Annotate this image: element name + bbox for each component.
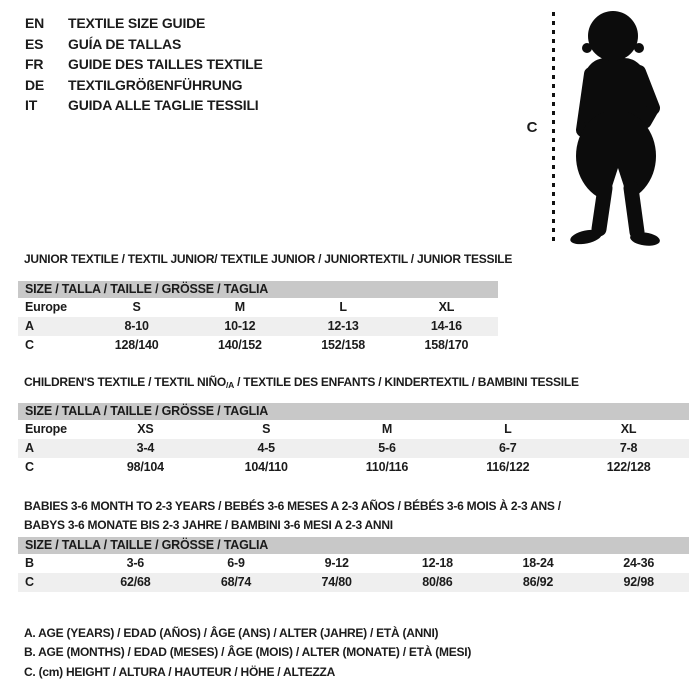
table-row-age (18, 317, 498, 336)
size-cell: 62/68 (120, 575, 151, 589)
babies-title-line1: BABIES 3-6 MONTH TO 2-3 YEARS / BEBÉS 3-6 MESES A 2-3 AÑOS / BÉBÉS 3-6 MOIS À 2-3 ANS / (24, 499, 561, 513)
row-label: C (25, 460, 34, 474)
size-cell: 7-8 (619, 441, 638, 455)
babies-title-line2: BABYS 3-6 MONATE BIS 2-3 JAHRE / BAMBINI 3-6 MESI A 2-3 ANNI (24, 518, 393, 532)
babies-section-title (24, 497, 561, 535)
size-cell: 110/116 (365, 460, 409, 474)
size-cell: 4-5 (257, 441, 275, 455)
note-a: A. AGE (YEARS) / EDAD (AÑOS) / ÂGE (ANS) / ALTER (JAHRE) / ETÀ (ANNI) (24, 626, 439, 640)
row-label: A (25, 441, 34, 455)
size-cell: 3-6 (126, 556, 145, 570)
language-code: FR (25, 56, 44, 72)
junior-size-table (18, 281, 498, 355)
table-row-height (18, 336, 498, 355)
row-label: A (25, 319, 34, 333)
table-row-height (18, 458, 689, 477)
size-cell: 12-13 (327, 319, 359, 333)
size-cell: L (504, 422, 512, 436)
size-cell: 14-16 (430, 319, 462, 333)
size-cell: 86/92 (522, 575, 554, 589)
language-code: DE (25, 76, 45, 93)
row-label: C (25, 575, 34, 589)
size-cell: 68/74 (220, 575, 252, 589)
size-table-header: SIZE / TALLA / TAILLE / GRÖSSE / TAGLIA (18, 403, 689, 420)
row-label: C (25, 338, 34, 352)
size-cell: 122/128 (606, 460, 651, 474)
size-cell: XL (438, 300, 455, 314)
row-label: B (25, 556, 34, 570)
toddler-silhouette-svg (560, 8, 664, 246)
size-cell: 116/122 (486, 460, 530, 474)
size-cell: M (234, 300, 245, 314)
children-section-title (24, 375, 579, 393)
size-cell: 104/110 (244, 460, 288, 474)
size-cell: 6-9 (227, 556, 245, 570)
language-label: GUIDA ALLE TAGLIE TESSILI (68, 97, 259, 113)
size-cell: L (339, 300, 347, 314)
language-code: ES (25, 35, 44, 52)
table-row-age (18, 439, 689, 458)
size-cell: S (262, 422, 271, 436)
row-label: Europe (25, 422, 67, 436)
table-row-height (18, 573, 689, 592)
language-row-de (25, 75, 263, 96)
language-label: TEXTILE SIZE GUIDE (68, 15, 206, 31)
measure-label-c: C (526, 119, 538, 136)
note-c: C. (cm) HEIGHT / ALTURA / HAUTEUR / HÖHE / ALTEZZA (24, 664, 336, 679)
language-row-fr (25, 54, 263, 75)
children-title-post: / TEXTILE DES ENFANTS / KINDERTEXTIL / BAMBINI TESSILE (233, 375, 579, 389)
size-cell: XS (137, 422, 154, 436)
language-row-en (25, 13, 263, 34)
size-cell: 152/158 (321, 338, 366, 352)
language-row-es (25, 34, 263, 55)
size-cell: 6-7 (499, 441, 517, 455)
size-cell: 128/140 (114, 338, 159, 352)
size-cell: M (381, 422, 393, 436)
table-row-months (18, 554, 689, 573)
table-row-europe (18, 298, 498, 317)
size-cell: 74/80 (321, 575, 352, 589)
size-cell: XL (620, 422, 637, 436)
height-measure-line (552, 12, 555, 243)
size-cell: 98/104 (126, 460, 164, 474)
size-cell: 3-4 (136, 441, 155, 455)
size-cell: 5-6 (378, 441, 396, 455)
size-cell: 10-12 (224, 319, 256, 333)
size-cell: S (132, 300, 141, 314)
size-cell: 24-36 (623, 556, 655, 570)
size-cell: 158/170 (424, 338, 469, 352)
size-cell: 9-12 (324, 556, 349, 570)
language-title-list (25, 13, 263, 116)
size-cell: 18-24 (522, 556, 554, 570)
size-table-header: SIZE / TALLA / TAILLE / GRÖSSE / TAGLIA (18, 281, 498, 298)
babies-size-table (18, 537, 689, 592)
row-label: Europe (25, 300, 67, 314)
language-row-it (25, 95, 263, 116)
children-title-sub: /A (225, 380, 234, 390)
children-size-table (18, 403, 689, 477)
table-row-europe (18, 420, 689, 439)
junior-section-title: JUNIOR TEXTILE / TEXTIL JUNIOR/ TEXTILE JUNIOR / JUNIORTEXTIL / JUNIOR TESSILE (24, 252, 513, 266)
size-cell: 140/152 (217, 338, 262, 352)
size-cell: 80/86 (422, 575, 453, 589)
size-table-header: SIZE / TALLA / TAILLE / GRÖSSE / TAGLIA (18, 537, 689, 554)
note-b: B. AGE (MONTHS) / EDAD (MESES) / ÂGE (MOIS) / ALTER (MONATE) / ETÀ (MESI) (24, 645, 472, 660)
language-label: GUÍA DE TALLAS (68, 35, 182, 52)
language-code: IT (25, 97, 38, 113)
legend-notes (24, 624, 471, 682)
size-cell: 8-10 (124, 319, 149, 333)
children-title-pre: CHILDREN'S TEXTILE / TEXTIL NIÑO (24, 375, 226, 389)
language-label: TEXTILGRÖßENFÜHRUNG (68, 76, 243, 93)
toddler-silhouette (560, 8, 664, 251)
size-cell: 12-18 (421, 556, 453, 570)
size-cell: 92/98 (623, 575, 654, 589)
language-label: GUIDE DES TAILLES TEXTILE (68, 56, 263, 72)
language-code: EN (25, 15, 45, 31)
